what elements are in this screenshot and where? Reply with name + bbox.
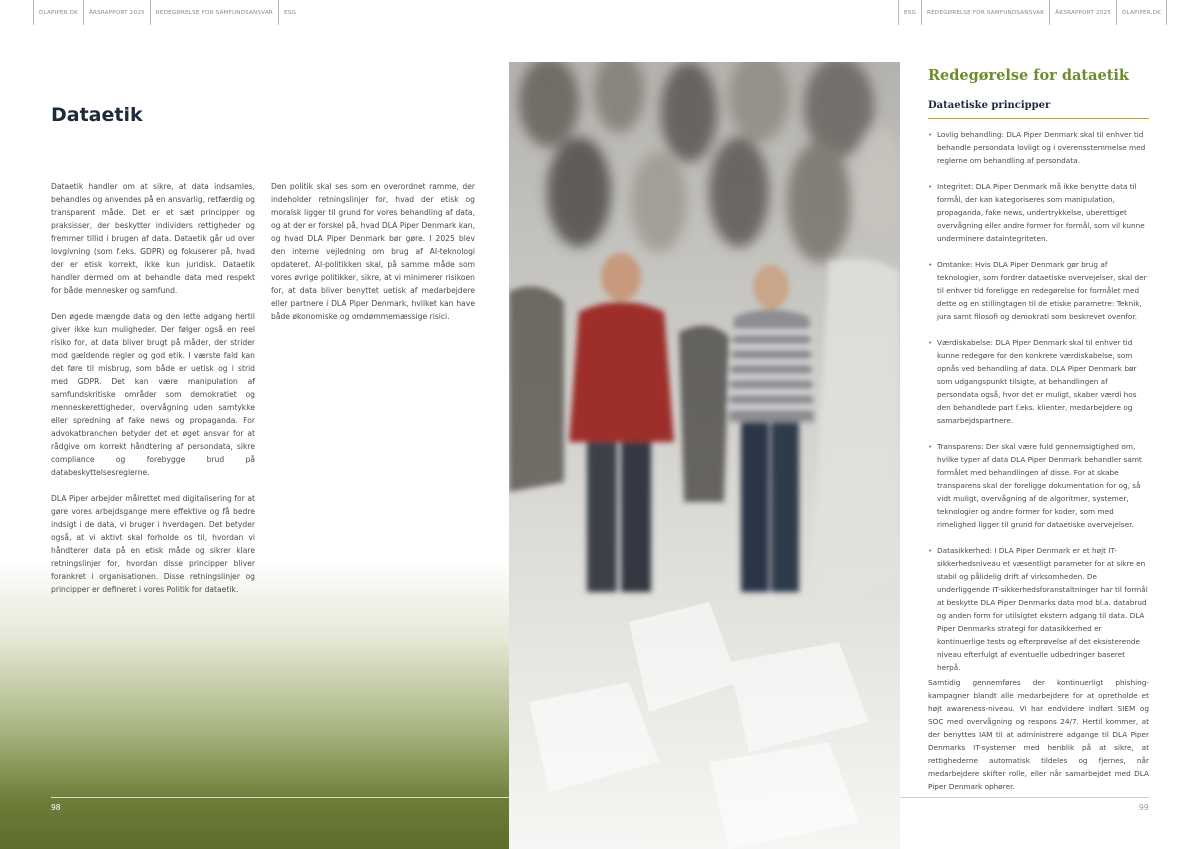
bullet-icon: • bbox=[928, 182, 933, 191]
list-item bbox=[928, 440, 1149, 531]
bullet-icon: • bbox=[928, 338, 933, 347]
bullet-icon: • bbox=[928, 546, 933, 555]
body-column-1 bbox=[51, 180, 255, 609]
closing-paragraph: Samtidig gennemføres der kontinuerligt phishing-kampagner blandt alle medarbejdere for at opretholde et højt awareness-niveau. Vi har endvidere indført SIEM og SOC med overvågning og respons 24/7. Hertil kommer, at der benyttes IAM til at administrere adgange til DLA Piper Denmarks IT-systemer med henblik på at sikre, at rettighederne automatisk tildeles og fjernes, når medarbejdere skifter rolle, eller når samarbejdet med DLA Piper Denmark ophører. bbox=[928, 678, 1149, 791]
body-paragraph: DLA Piper arbejder målrettet med digitalisering for at gøre vores arbejdsgange mere effektive og få bedre indsigt i de data, vi bruger i hverdagen. Det betyder også, at vi aktivt skal forholde os til, hvordan vi håndterer data på en etisk måde og sikrer klare retningslinjer for, hvordan disse principper bliver forankret i organisationen. Disse retningslinjer og principper er defineret i vores Politik for dataetik. bbox=[51, 494, 255, 594]
header-right-item: ESG bbox=[898, 0, 921, 25]
bullet-icon: • bbox=[928, 130, 933, 139]
header-left-item: REDEGØRELSE FOR SAMFUNDSANSVAR bbox=[150, 0, 278, 25]
header-right-item: ÅRSRAPPORT 2025 bbox=[1049, 0, 1116, 25]
section-subtitle: Dataetiske principper bbox=[928, 100, 1051, 111]
header-left-item[interactable]: DLAPIPER.DK bbox=[33, 0, 83, 25]
running-header-right bbox=[898, 0, 1167, 25]
page-number-right: 99 bbox=[1139, 803, 1149, 812]
page-title: Dataetik bbox=[51, 104, 143, 126]
list-item bbox=[928, 258, 1149, 323]
page-number-left: 98 bbox=[51, 803, 61, 812]
list-item bbox=[928, 544, 1149, 674]
body-column-2 bbox=[271, 180, 475, 336]
list-item bbox=[928, 128, 1149, 167]
list-item-text: Transparens: Der skal være fuld gennemsigtighed om, hvilke typer af data DLA Piper Denmark behandler samt formålet med behandlingen af disse. For at skabe transparens skal der foreligge dokumentation for og, så vidt muligt, overvågning af de algoritmer, systemer, teknologier og andre former for koder, som med rimelighed ligger til grund for dataetiske overvejelser. bbox=[937, 442, 1142, 529]
body-paragraph: Den øgede mængde data og den lette adgang hertil giver ikke kun muligheder. Der følger også en reel risiko for, at data bliver brugt på måder, der strider mod gældende regler og god etik. I værste fald kan det føre til misbrug, som både er uetisk og i strid med GDPR. Det kan være manipulation af samfundskritiske områder som demokratiet og menneskerettigheder, overvågning uden samtykke eller spredning af fake news og propaganda. For advokatbranchen betyder det et øget ansvar for at rådgive om korrekt håndtering af persondata, sikre compliance og forebygge brud på databeskyttelsesreglerne. bbox=[51, 312, 255, 477]
list-item-text: Værdiskabelse: DLA Piper Denmark skal til enhver tid kunne redegøre for den konkrete værdiskabelse, som opnås ved behandling af data. DLA Piper Denmark bør som udgangspunkt tilsigte, at behandlingen af persondata også, hvor det er muligt, skaber værdi hos den behandlede part f.eks. klienter, medarbejdere og samarbejdspartnere. bbox=[937, 338, 1137, 425]
list-item-text: Datasikkerhed: I DLA Piper Denmark er et højt IT-sikkerhedsniveau et væsentligt parameter for at sikre en stabil og pålidelig drift af virksomheden. De underliggende IT-sikkerhedsforanstaltninger har til formål at beskytte DLA Piper Denmarks data mod bl.a. databrud og anden form for utilsigtet ekstern adgang til data. DLA Piper Denmarks strategi for datasikkerhed er kontinuerlige tests og efterprøvelse af det eksisterende niveau efterfulgt af eventuelle udbedringer baseret herpå. bbox=[937, 546, 1148, 672]
subtitle-rule bbox=[928, 118, 1149, 119]
header-right-item[interactable]: DLAPIPER.DK bbox=[1116, 0, 1167, 25]
body-paragraph: Dataetik handler om at sikre, at data indsamles, behandles og anvendes på en ansvarlig, retfærdig og transparent måde. Det er et sæt principper og praksisser, der beskytter individers rettigheder og fremmer tillid i brugen af data. Dataetik går ud over lovgivning (som f.eks. GDPR) og fokuserer på, hvad der er etisk korrekt, ikke kun juridisk. Dataetik handler dermed om at behandle data med respekt for både mennesker og samfund. bbox=[51, 182, 255, 295]
crowd-illustration bbox=[509, 62, 900, 849]
body-paragraph: Den politik skal ses som en overordnet ramme, der indeholder retningslinjer for, hvad der etisk og moralsk ligger til grund for vores behandling af data, og at der er forskel på, hvad DLA Piper Denmark kan, og hvad DLA Piper Denmark bør gøre. I 2025 blev den interne vejledning om brug af AI-teknologi opdateret. AI-politikken skal, på samme måde som vores øvrige politikker, sikre, at vi minimerer risikoen for, at data bliver benyttet uetisk af medarbejdere eller partnere i DLA Piper Denmark, hvilket kan have både økonomiske og omdømmemæssige risici. bbox=[271, 182, 475, 321]
list-item-text: Omtanke: Hvis DLA Piper Denmark gør brug af teknologier, som fordrer dataetiske overvejelser, skal der til enhver tid foreligge en redegørelse for formålet med dette og en stillingtagen til de etiske parametre: Teknik, jura samt filosofi og demokrati som beskrevet ovenfor. bbox=[937, 260, 1147, 321]
header-left-item: ÅRSRAPPORT 2025 bbox=[83, 0, 150, 25]
header-left-item: ESG bbox=[278, 0, 301, 25]
footer-rule-left bbox=[51, 797, 509, 798]
crowd-photo bbox=[509, 62, 900, 849]
list-item bbox=[928, 180, 1149, 245]
footer-rule-right bbox=[900, 797, 1149, 798]
running-header-left bbox=[33, 0, 301, 25]
section-title: Redegørelse for dataetik bbox=[928, 67, 1129, 84]
list-item bbox=[928, 336, 1149, 427]
principles-list bbox=[928, 128, 1149, 687]
bullet-icon: • bbox=[928, 260, 933, 269]
list-item-text: Integritet: DLA Piper Denmark må ikke benytte data til formål, der kan kategoriseres som manipulation, propaganda, fake news, undertrykkelse, uberettiget overvågning eller andre former for formål, som vil kunne underminere dataintegriteten. bbox=[937, 182, 1145, 243]
list-item-text: Lovlig behandling: DLA Piper Denmark skal til enhver tid behandle persondata lovligt og i overensstemmelse med reglerne om behandling af persondata. bbox=[937, 130, 1146, 165]
header-right-item: REDEGØRELSE FOR SAMFUNDSANSVAR bbox=[921, 0, 1049, 25]
bullet-icon: • bbox=[928, 442, 933, 451]
